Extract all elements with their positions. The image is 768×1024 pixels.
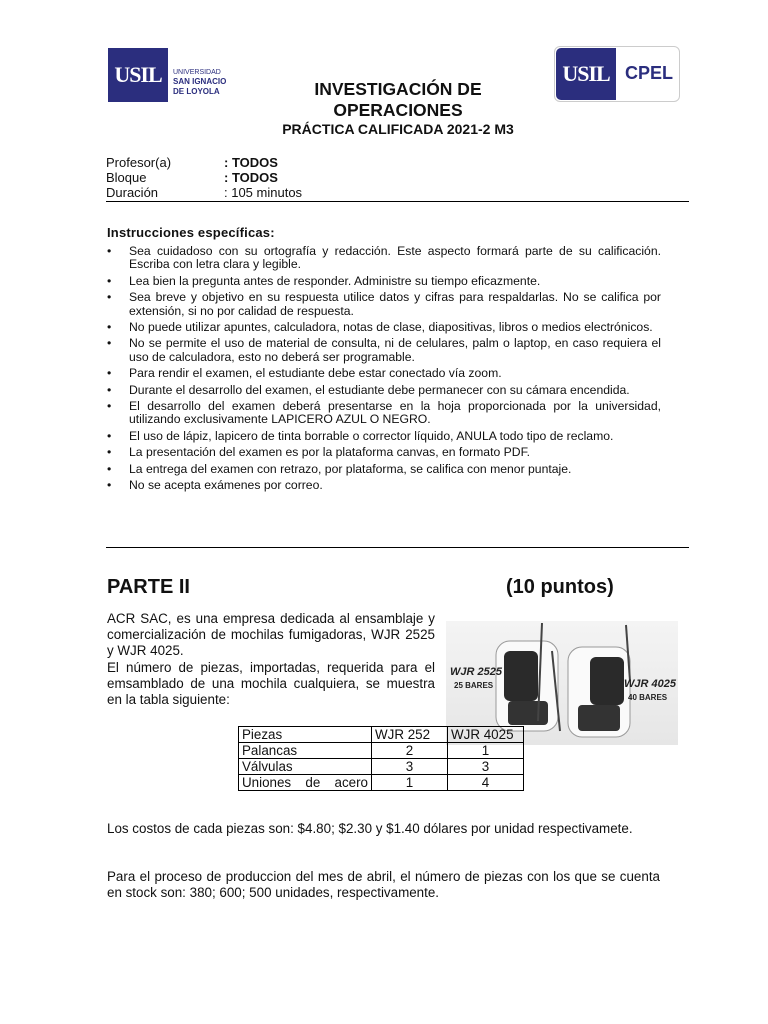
cpel-logo-text: CPEL [625, 63, 674, 83]
bullet-icon: • [107, 244, 112, 258]
instruction-item [107, 446, 661, 459]
paragraph-costs: Los costos de cada piezas son: $4.80; $2.30 y $1.40 dólares por unidad respectivamete. [107, 821, 633, 836]
instruction-text: No se acepta exámenes por correo. [129, 478, 323, 493]
duracion-value: : 105 minutos [224, 185, 303, 200]
instruction-text: La entrega del examen con retrazo, por plataforma, se califica con menor puntaje. [129, 461, 572, 476]
table-cell: 4 [448, 775, 524, 791]
table-row [239, 743, 524, 759]
instruction-item [107, 400, 661, 427]
table-header-row [239, 727, 524, 743]
bloque-value: : TODOS [224, 170, 278, 185]
bullet-icon: • [107, 399, 112, 414]
sprayer-label-4025: WJR 4025 [624, 678, 676, 690]
usil-logo-line2: SAN IGNACIO [173, 77, 227, 86]
instruction-item [107, 275, 661, 288]
instruction-item [107, 291, 661, 318]
duracion-label: Duración [106, 185, 159, 200]
instruction-item [107, 337, 661, 364]
table-header: WJR 4025 [448, 727, 524, 743]
instruction-item [107, 245, 661, 272]
profesor-label: Profesor(a) [106, 155, 172, 170]
table-cell: 3 [448, 759, 524, 775]
instruction-text: Lea bien la pregunta antes de responder. Administre su tiempo eficazmente. [129, 273, 541, 288]
title-line2: OPERACIONES [333, 100, 463, 120]
instruction-text: Sea cuidadoso con su ortografía y redacción. Este aspecto formará parte de su calificación. Escriba con letra clara y legible. [129, 244, 661, 272]
instruction-text: La presentación del examen es por la plataforma canvas, en formato PDF. [129, 445, 531, 460]
instruction-item [107, 367, 661, 380]
bullet-icon: • [107, 366, 112, 381]
sprayer-label-2525: WJR 2525 [450, 666, 502, 678]
part-title: PARTE II [107, 576, 190, 598]
cpel-logo [554, 46, 680, 102]
table-row [239, 775, 524, 791]
bullet-icon: • [107, 461, 112, 476]
instruction-text: No puede utilizar apuntes, calculadora, notas de clase, diapositivas, libros o medios electrónicos. [129, 320, 653, 335]
table-cell: Válvulas [239, 759, 372, 775]
bullet-icon: • [107, 382, 112, 397]
instructions-list [107, 245, 661, 496]
bullet-icon: • [107, 428, 112, 443]
table-cell: Palancas [239, 743, 372, 759]
instruction-text: El desarrollo del examen deberá presentarse en la hoja proporcionada por la universidad, utilizando exclusivamente LAPICERO AZUL O NEGRO. [129, 399, 661, 427]
table-cell: 1 [448, 743, 524, 759]
paragraph-pieces: El número de piezas, importadas, requerida para el emsamblado de una mochila cualquiera, se muestra en la tabla siguiente: [107, 660, 435, 708]
table-cell: 1 [372, 775, 448, 791]
table-header: Piezas [239, 727, 372, 743]
usil-logo-mark: USIL [108, 48, 168, 102]
table-header: WJR 252 [372, 727, 448, 743]
usil-logo-line3: DE LOYOLA [173, 87, 220, 96]
instruction-item [107, 463, 661, 476]
cpel-logo-mark: USIL [556, 48, 616, 100]
usil-logo-text [173, 68, 226, 97]
instructions-title: Instrucciones específicas: [107, 225, 275, 240]
part-points: (10 puntos) [506, 576, 614, 598]
pieces-table [238, 726, 524, 791]
instruction-item [107, 430, 661, 443]
profesor-value: : TODOS [224, 155, 278, 170]
table-cell: 2 [372, 743, 448, 759]
instruction-text: Durante el desarrollo del examen, el estudiante debe permanecer con su cámara encendida. [129, 382, 630, 397]
instruction-text: No se permite el uso de material de consulta, ni de celulares, palm o laptop, en caso requiera el uso de calculadora, esto no deberá ser programable. [129, 336, 661, 364]
bullet-icon: • [107, 445, 112, 460]
bullet-icon: • [107, 336, 112, 351]
divider [106, 201, 689, 202]
bloque-label: Bloque [106, 170, 147, 185]
bullet-icon: • [107, 478, 112, 493]
bullet-icon: • [107, 273, 112, 288]
instruction-text: El uso de lápiz, lapicero de tinta borrable o corrector líquido, ANULA todo tipo de reclamo. [129, 428, 614, 443]
sprayer-sub-4025: 40 BARES [628, 693, 668, 702]
instruction-item [107, 321, 661, 334]
exam-meta [106, 155, 302, 200]
document-subtitle: PRÁCTICA CALIFICADA 2021-2 M3 [282, 121, 514, 137]
sprayer-sub-2525: 25 BARES [454, 681, 494, 690]
title-line1: INVESTIGACIÓN DE [314, 79, 482, 99]
document-title [270, 79, 526, 121]
instruction-item [107, 479, 661, 492]
paragraph-company: ACR SAC, es una empresa dedicada al ensamblaje y comercialización de mochilas fumigadoras, WJR 2525 y WJR 4025. [107, 611, 435, 659]
divider [106, 547, 689, 548]
paragraph-stock: Para el proceso de produccion del mes de abril, el número de piezas con los que se cuenta en stock son: 380; 600; 500 unidades, respectivamente. [107, 869, 660, 901]
table-cell: Uniones de acero [239, 775, 372, 791]
instruction-text: Sea breve y objetivo en su respuesta utilice datos y cifras para respaldarlas. No se califica por extensión, si no por calidad de respuesta. [129, 290, 661, 318]
instruction-text: Para rendir el examen, el estudiante debe estar conectado vía zoom. [129, 366, 502, 381]
table-row [239, 759, 524, 775]
bullet-icon: • [107, 320, 112, 335]
usil-logo [108, 48, 256, 102]
instruction-item [107, 384, 661, 397]
bullet-icon: • [107, 290, 112, 305]
table-cell: 3 [372, 759, 448, 775]
usil-logo-line1: UNIVERSIDAD [173, 69, 221, 76]
